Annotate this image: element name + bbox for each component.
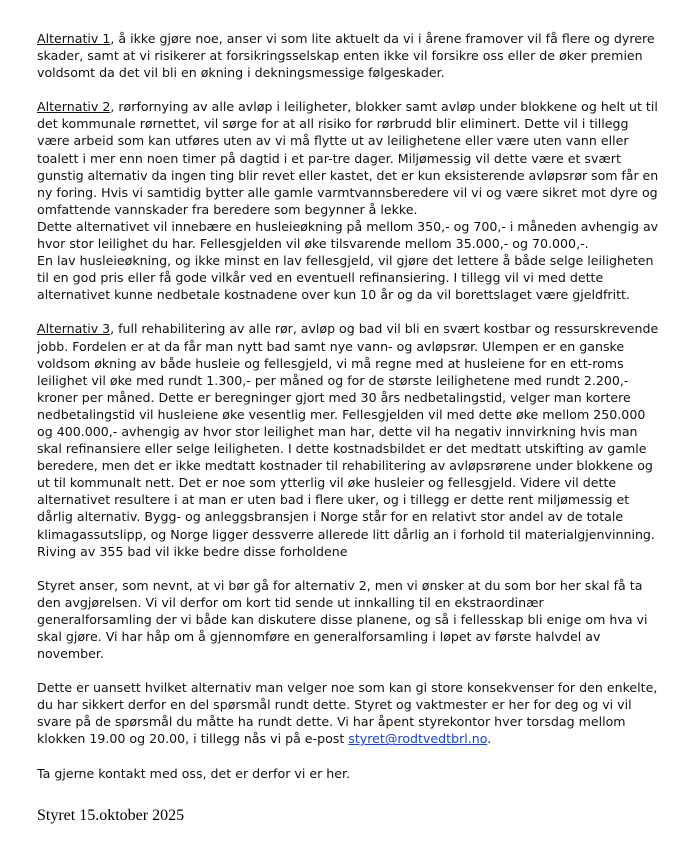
text-line: beredere, men det er ikke medtatt kostnader til rehabilitering av avløpsrørene under blokkene og	[37, 458, 653, 474]
text-line: leilighet vil øke med rundt 1.300,- per måned og for de største leilighetene med rundt 2.200,-	[37, 372, 629, 388]
alternativ-1-heading: Alternativ 1	[37, 31, 111, 46]
text-line: jobb. Fordelen er at da får man nytt bad samt nye vann- og avløpsrør. Ulempen er en ganske	[37, 338, 625, 354]
paragraph-closing	[37, 765, 652, 782]
paragraph-alternativ-2	[37, 98, 659, 303]
email-link[interactable]: styret@rodtvedtbrl.no	[348, 731, 488, 747]
text-line: voldsomt da det vil bli en økning i dekningsmessige følgeskader.	[37, 65, 445, 81]
text-line: klimagassutslipp, og Norge ligger dessverre allerede litt dårlig an i forhold til materialgjenvinning.	[37, 526, 655, 542]
text-line: klokken 19.00 og 20.00, i tillegg nås vi på e-post styret@rodtvedtbrl.no.	[37, 731, 492, 747]
text-line: omfattende vannskader fra beredere som begynner å lekke.	[37, 201, 418, 217]
text-line: Riving av 355 bad vil ikke bedre disse forholdene	[37, 543, 348, 559]
text-line: toalett i mer enn noen timer på dagtid i et par-tre dager. Miljømessig vil dette være et svært	[37, 150, 621, 166]
text-line: alternativet resultere i at man er uten bad i flere uker, og i tillegg er dette rent miljømessig et	[37, 492, 630, 508]
text-line: svare på de spørsmål du måtte ha rundt dette. Vi har åpent styrekontor hver torsdag mellom	[37, 714, 626, 730]
text-line: Dette alternativet vil innebære en husleieøkning på mellom 350,- og 700,- i måneden avhengig av	[37, 218, 659, 234]
text-line: være arbeid som kan utføres uten av vi må flytte ut av leilighetene eller være uten vann eller	[37, 133, 629, 149]
alternativ-3-heading: Alternativ 3	[37, 321, 111, 337]
text-line: november.	[37, 646, 104, 662]
text-line: Dette er uansett hvilket alternativ man velger noe som kan gi store konsekvenser for den enkelte,	[37, 680, 658, 696]
alternativ-2-heading: Alternativ 2	[37, 99, 111, 115]
text-line: En lav husleieøkning, og ikke minst en lav fellesgjeld, vil gjøre det lettere å både selge leiligheten	[37, 253, 654, 269]
text-line: du har sikkert derfor en del spørsmål rundt dette. Styret og vaktmester er her for deg og vi vil	[37, 697, 632, 713]
signature-date: Styret 15.oktober 2025	[37, 807, 185, 824]
text-line: skal refinansiere eller selge leiligheten. I dette kostnadsbildet er det medtatt utskifting av gamle	[37, 441, 647, 457]
text-line: voldsom økning av både husleie og fellesgjeld, vi må regne med at husleiene for en ett-roms	[37, 355, 624, 371]
text-line: generalforsamling der vi både kan diskutere disse planene, og så i fellesskap bli enige om hva vi	[37, 611, 648, 627]
text-line: Styret anser, som nevnt, at vi bør gå for alternativ 2, men vi ønsker at du som bor her skal få ta	[37, 577, 643, 593]
text-line: Alternativ 3, full rehabilitering av alle rør, avløp og bad vil bli en svært kostbar og ressurskrevende	[37, 321, 659, 337]
paragraph-recommendation	[37, 577, 652, 662]
text-line: alternativet kunne nedbetale kostnadene over kun 10 år og da vil borettslaget være gjeldfritt.	[37, 287, 630, 303]
text-line: den avgjørelsen. Vi vil derfor om kort tid sende ut innkalling til en ekstraordinær	[37, 594, 544, 610]
text-line: til en god pris eller få gode vilkår ved en eventuell refinansiering. I tillegg vil vi med dette	[37, 270, 604, 286]
paragraph-alternativ-3	[37, 320, 659, 559]
text-line: Alternativ 1, å ikke gjøre noe, anser vi som lite aktuelt da vi i årene framover vil få flere og dyrere	[37, 31, 655, 46]
text-line: ut til kommunalt nett. Det er noe som ytterlig vil øke husleier og fellesgjeld. Videre vil dette	[37, 475, 617, 491]
paragraph-contact-info	[37, 679, 658, 747]
text-line: gunstig alternativ da ingen ting blir revet eller kastet, det er kun eksisterende avløpsrør som får en	[37, 167, 659, 183]
text-line: Alternativ 2, rørfornying av alle avløp i leiligheter, blokker samt avløp under blokkene og helt ut til	[37, 99, 658, 115]
text-line: dårlig alternativ. Bygg- og anleggsbransjen i Norge står for en relativt stor andel av de totale	[37, 509, 624, 525]
paragraph-alternativ-1	[37, 30, 655, 81]
text-line: og 400.000,- avhengig av hvor stor leilighet man har, dette vil ha negativ innvirkning hvis man	[37, 423, 638, 439]
text-line: Ta gjerne kontakt med oss, det er derfor vi er her.	[37, 765, 351, 781]
text-line: skal gjøre. Vi har håp om å gjennomføre en generalforsamling i løpet av første halvdel av	[37, 629, 601, 644]
text-line: kroner per måned. Dette er beregninger gjort med 30 års nedbetalingstid, velger man kortere	[37, 389, 631, 405]
text-line: skader, samt at vi risikerer at forsikringsselskap enten ikke vil forsikre oss eller de øker premien	[37, 48, 643, 64]
text-line: nedbetalingstid vil husleiene øke vesentlig mer. Fellesgjelden vil med dette øke mellom 250.000	[37, 406, 646, 422]
text-line: ny foring. Hvis vi samtidig bytter alle gamle varmtvannsberedere vil vi og være sikret mot dyre og	[37, 184, 658, 200]
text-line: hvor stor leilighet du har. Fellesgjelden vil øke tilsvarende mellom 35.000,- og 70.000,-.	[37, 236, 589, 252]
text-line: det kommunale rørnettet, vil sørge for at all risiko for rørbrudd blir eliminert. Dette vil i tillegg	[37, 116, 629, 132]
